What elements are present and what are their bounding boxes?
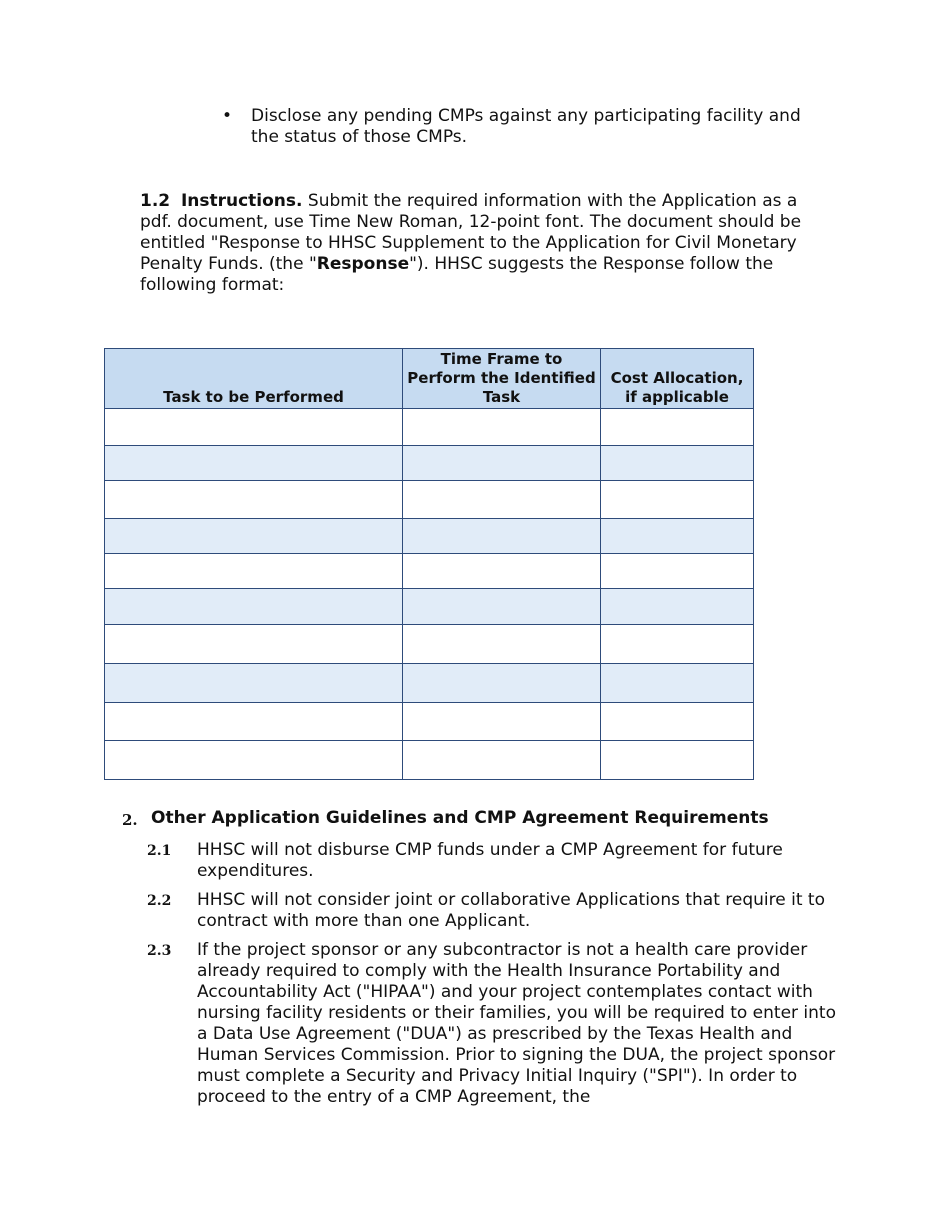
table-row (105, 589, 754, 625)
task-cell (105, 446, 403, 481)
time-frame-cell (403, 703, 601, 741)
task-cell (105, 409, 403, 446)
table-row (105, 481, 754, 519)
table-row (105, 664, 754, 703)
task-cell (105, 664, 403, 703)
item-2-2-text: HHSC will not consider joint or collaborative Applications that require it to contract with more than one Applicant. (197, 890, 825, 931)
time-frame-cell (403, 554, 601, 589)
time-frame-cell (403, 589, 601, 625)
task-cell (105, 554, 403, 589)
task-cell (105, 703, 403, 741)
table-header-row (105, 349, 754, 409)
section-1-2 (140, 191, 830, 296)
time-frame-cell (403, 481, 601, 519)
cost-cell (601, 741, 754, 780)
item-2-1-text: HHSC will not disburse CMP funds under a CMP Agreement for future expenditures. (197, 840, 783, 881)
time-frame-cell (403, 625, 601, 664)
time-frame-cell (403, 446, 601, 481)
table-row (105, 625, 754, 664)
time-frame-cell (403, 741, 601, 780)
section-1-2-text-2: "). HHSC suggests the Response follow the following format: (140, 254, 774, 295)
cost-cell (601, 409, 754, 446)
cost-cell (601, 519, 754, 554)
header-time-frame: Time Frame to Perform the Identified Task (403, 349, 601, 409)
item-2-3-text: If the project sponsor or any subcontractor is not a health care provider already required to comply with the Health Insurance Portability and Accountability Act ("HIPAA") and your project contemplates contact with nursing facility residents or their families, you will be required to enter into a Data Use Agreement ("DUA") as prescribed by the Texas Health and Human Services Commission. Prior to signing the DUA, the project sponsor must complete a Security and Privacy Initial Inquiry ("SPI"). In order to proceed to the entry of a CMP Agreement, the (197, 940, 836, 1107)
item-2-1-number: 2.1 (147, 843, 172, 859)
cost-cell (601, 625, 754, 664)
task-cell (105, 519, 403, 554)
item-2-3-number: 2.3 (147, 943, 172, 959)
table-row (105, 554, 754, 589)
header-cost-allocation: Cost Allocation, if applicable (601, 349, 754, 409)
section-2-number: 2. (122, 811, 138, 829)
section-1-2-number: 1.2 (140, 191, 171, 211)
time-frame-cell (403, 664, 601, 703)
cost-cell (601, 554, 754, 589)
cost-cell (601, 589, 754, 625)
bullet-icon: • (222, 106, 233, 126)
time-frame-cell (403, 519, 601, 554)
header-task: Task to be Performed (105, 349, 403, 409)
cost-cell (601, 664, 754, 703)
section-1-2-text-1: Submit the required information with the Application as a pdf. document, use Time New Roman, 12-point font. The document should be entitled "Response to HHSC Supplement to the Application for Civil Monetary Penalty Funds. (the " (140, 191, 802, 274)
cost-cell (601, 446, 754, 481)
table-row (105, 703, 754, 741)
item-2-2-number: 2.2 (147, 893, 172, 909)
table-row (105, 519, 754, 554)
bullet-text: Disclose any pending CMPs against any participating facility and the status of those CMPs. (251, 106, 801, 147)
task-table (104, 348, 754, 780)
task-cell (105, 625, 403, 664)
section-2-title: Other Application Guidelines and CMP Agreement Requirements (151, 808, 769, 828)
time-frame-cell (403, 409, 601, 446)
section-1-2-label: Instructions. (180, 191, 303, 211)
task-cell (105, 589, 403, 625)
cost-cell (601, 703, 754, 741)
table-row (105, 409, 754, 446)
task-cell (105, 741, 403, 780)
section-1-2-bold-term: Response (316, 254, 410, 274)
table-row (105, 446, 754, 481)
table-row (105, 741, 754, 780)
task-cell (105, 481, 403, 519)
table-body (105, 409, 754, 780)
cost-cell (601, 481, 754, 519)
